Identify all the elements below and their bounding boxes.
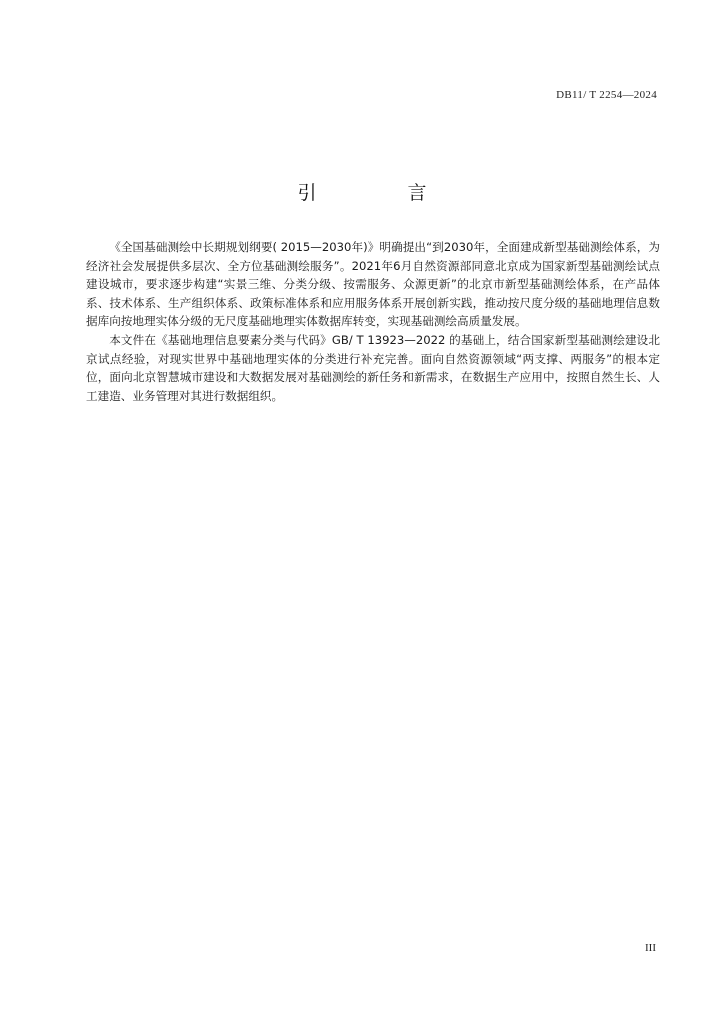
page-title: 引 言 xyxy=(297,182,463,204)
body-text xyxy=(86,238,660,405)
page-number: III xyxy=(645,942,656,954)
paragraph-2: 本文件在《基础地理信息要素分类与代码》GB/ T 13923—2022 的基础上，结合国家新型基础测绘建设北京试点经验，对现实世界中基础地理实体的分类进行补充完善。面向自然资源领域“两支撑、两服务”的根本定位，面向北京智慧城市建设和大数据发展对基础测绘的新任务和新需求，在数据生产应用中，按照自然生长、人工建造、业务管理对其进行数据组织。 xyxy=(86,332,660,403)
standard-number: DB11/ T 2254—2024 xyxy=(556,89,657,101)
paragraph-1: 《全国基础测绘中长期规划纲要( 2015—2030年)》明确提出“到2030年，全面建成新型基础测绘体系，为经济社会发展提供多层次、全方位基础测绘服务”。2021年6月自然资源部同意北京成为国家新型基础测绘试点建设城市，要求逐步构建“实景三维、分类分级、按需服务、众源更新”的北京市新型基础测绘体系，在产品体系、技术体系、生产组织体系、政策标准体系和应用服务体系开展创新实践，推动按尺度分级的基础地理信息数据库向按地理实体分级的无尺度基础地理实体数据库转变，实现基础测绘高质量发展。 xyxy=(86,240,660,329)
